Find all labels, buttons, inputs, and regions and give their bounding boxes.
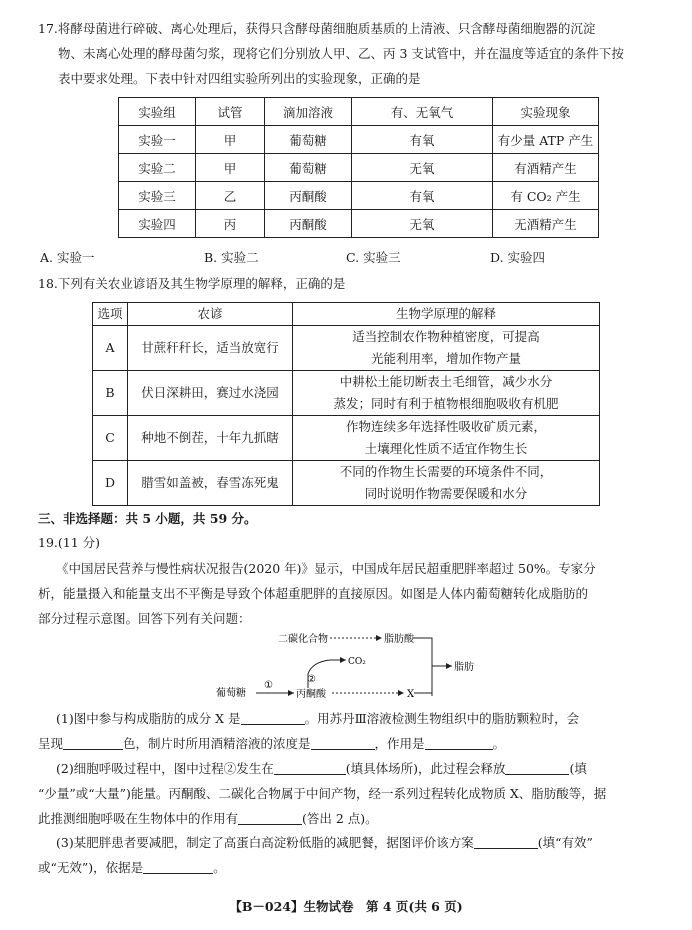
table-cell: 有少量 ATP 产生 <box>493 126 599 154</box>
table-cell: 伏日深耕田，赛过水浇园 <box>128 371 293 416</box>
q19-line <box>38 830 663 855</box>
table-cell: 丙酮酸 <box>265 210 352 238</box>
table-cell: 有氧 <box>352 182 493 210</box>
table-cell: 甲 <box>196 154 265 182</box>
q17-options <box>40 248 640 268</box>
q19-part-2 <box>38 756 663 831</box>
table-cell: 无酒精产生 <box>493 210 599 238</box>
explanation-line: 光能利用率，增加作物产量 <box>370 351 521 366</box>
text: 色，制片时所用酒精溶液的浓度是 <box>123 736 311 751</box>
table-cell: 有 CO₂ 产生 <box>493 182 599 210</box>
explanation-line: 不同的作物生长需要的环境条件不同， <box>339 464 553 479</box>
table-header: 有、无氧气 <box>352 98 493 126</box>
text: (填 <box>569 761 587 776</box>
table-header-row <box>119 98 599 126</box>
diagram-label-c2: 二碳化合物 <box>278 634 328 645</box>
explanation-line: 土壤理化性质不适宜作物生长 <box>364 441 528 456</box>
answer-blank[interactable] <box>474 834 538 849</box>
q19-line <box>38 706 663 731</box>
diagram-label-x: X <box>407 689 415 700</box>
q17-stem-line: 物、未离心处理的酵母菌匀浆，现将它们分别放人甲、乙、丙 3 支试管中，并在温度等适宜的条件下按 <box>58 46 624 61</box>
explanation-line: 同时说明作物需要保暖和水分 <box>364 486 528 501</box>
step-1-marker: ① <box>264 680 273 691</box>
table-header: 试管 <box>196 98 265 126</box>
text: 。 <box>492 736 506 751</box>
table-cell: 葡萄糖 <box>265 126 352 154</box>
option-a[interactable]: A. 实验一 <box>40 250 95 265</box>
table-cell <box>293 461 600 506</box>
text: (答出 2 点)。 <box>302 811 378 826</box>
answer-blank[interactable] <box>143 859 213 874</box>
table-cell: 腊雪如盖被，春雪冻死鬼 <box>128 461 293 506</box>
table-cell: D <box>93 461 128 506</box>
text: 呈现 <box>38 736 64 751</box>
diagram-label-fat: 脂肪 <box>454 662 474 673</box>
table-cell: 丙酮酸 <box>265 182 352 210</box>
answer-blank[interactable] <box>238 810 302 825</box>
table-cell: 无氧 <box>352 210 493 238</box>
step-2-marker: ② <box>307 674 316 685</box>
q17-table <box>118 97 599 238</box>
diagram-label-glucose: 葡萄糖 <box>216 688 246 699</box>
table-cell <box>293 326 600 371</box>
explanation-line: 作物连续多年选择性吸收矿质元素， <box>345 419 546 434</box>
q19-line: “少量”或“大量”)能量。丙酮酸、二碳化合物属于中间产物，经一系列过程转化成物质 X、脂肪酸等，据 <box>38 786 607 801</box>
table-cell: 甘蔗秆秆长，适当放宽行 <box>128 326 293 371</box>
table-row <box>93 416 600 461</box>
table-row <box>119 182 599 210</box>
table-cell: 甲 <box>196 126 265 154</box>
answer-blank[interactable] <box>241 710 305 725</box>
table-cell <box>293 416 600 461</box>
q19-part-1 <box>38 706 663 756</box>
table-cell: 乙 <box>196 182 265 210</box>
option-d[interactable]: D. 实验四 <box>490 250 546 265</box>
table-header: 实验现象 <box>493 98 599 126</box>
text: (1)图中参与构成脂肪的成分 X 是 <box>56 711 241 726</box>
q19-intro <box>38 556 663 631</box>
option-b[interactable]: B. 实验二 <box>204 250 259 265</box>
table-cell: 有氧 <box>352 126 493 154</box>
table-row <box>93 326 600 371</box>
table-row <box>119 154 599 182</box>
q17-stem-line: 17.将酵母菌进行碎破、离心处理后，获得只含酵母菌细胞质基质的上清液、只含酵母菌细胞器的沉淀 <box>38 21 596 36</box>
text: 此推测细胞呼吸在生物体中的作用有 <box>38 811 239 826</box>
text: (填“有效” <box>537 835 593 850</box>
answer-blank[interactable] <box>505 760 569 775</box>
table-header: 实验组 <box>119 98 196 126</box>
q19-intro-line: 《中国居民营养与慢性病状况报告(2020 年)》显示，中国成年居民超重肥胖率超过 50%。专家分 <box>56 561 596 576</box>
section-heading: 三、非选择题：共 5 小题，共 59 分。 <box>38 511 257 526</box>
diagram-label-co2: CO₂ <box>348 657 366 667</box>
table-cell: 种地不倒茬，十年九抓瞎 <box>128 416 293 461</box>
table-header: 生物学原理的解释 <box>293 303 600 326</box>
option-c[interactable]: C. 实验三 <box>346 250 401 265</box>
q19-header: 19.(11 分) <box>38 535 101 550</box>
answer-blank[interactable] <box>311 735 375 750</box>
q19-line <box>38 731 663 756</box>
q17-stem <box>38 16 663 91</box>
diagram-label-pyruvate: 丙酮酸 <box>296 689 326 700</box>
glucose-to-fat-diagram <box>208 628 508 708</box>
table-cell: 葡萄糖 <box>265 154 352 182</box>
table-cell: 实验四 <box>119 210 196 238</box>
text: (2)细胞呼吸过程中，图中过程②发生在 <box>56 761 274 776</box>
table-cell: 有酒精产生 <box>493 154 599 182</box>
table-header: 农谚 <box>128 303 293 326</box>
q18-table <box>92 302 600 506</box>
answer-blank[interactable] <box>425 735 493 750</box>
diagram-label-fatty-acid: 脂肪酸 <box>384 634 414 645</box>
table-cell: 无氧 <box>352 154 493 182</box>
table-header-row <box>93 303 600 326</box>
q19-part-3 <box>38 830 663 880</box>
table-cell: C <box>93 416 128 461</box>
text: 。用苏丹Ⅲ溶液检测生物组织中的脂肪颗粒时，会 <box>304 711 580 726</box>
q19-intro-line: 析，能量摄入和能量支出不平衡是导致个体超重肥胖的直接原因。如图是人体内葡萄糖转化成脂肪的 <box>38 586 589 601</box>
table-row <box>93 461 600 506</box>
table-row <box>119 126 599 154</box>
q19-line <box>38 855 663 880</box>
q18-stem: 18.下列有关农业谚语及其生物学原理的解释，正确的是 <box>38 276 346 291</box>
table-cell: B <box>93 371 128 416</box>
table-header: 选项 <box>93 303 128 326</box>
table-cell: 丙 <box>196 210 265 238</box>
bracket-line <box>413 638 432 696</box>
explanation-line: 蒸发；同时有利于植物根细胞吸收有机肥 <box>333 396 559 411</box>
text: (填具体场所)，此过程会释放 <box>345 761 506 776</box>
page-footer: 【B－024】生物试卷 第 4 页(共 6 页) <box>229 899 463 914</box>
text: (3)某肥胖患者要减肥，制定了高蛋白高淀粉低脂的减肥餐，据图评价该方案 <box>56 835 474 850</box>
explanation-line: 中耕松土能切断表土毛细管，减少水分 <box>339 374 553 389</box>
answer-blank[interactable] <box>274 760 346 775</box>
table-row <box>119 210 599 238</box>
table-row <box>93 371 600 416</box>
q19-intro-line: 部分过程示意图。回答下列有关问题： <box>38 611 251 626</box>
answer-blank[interactable] <box>63 735 123 750</box>
table-cell: 实验二 <box>119 154 196 182</box>
table-cell: A <box>93 326 128 371</box>
q19-line <box>38 756 663 781</box>
q19-line <box>38 806 663 831</box>
text: 或“无效”)，依据是 <box>38 860 144 875</box>
explanation-line: 适当控制农作物种植密度，可提高 <box>352 329 540 344</box>
table-cell <box>293 371 600 416</box>
text: ，作用是 <box>374 736 425 751</box>
table-cell: 实验一 <box>119 126 196 154</box>
table-cell: 实验三 <box>119 182 196 210</box>
table-header: 滴加溶液 <box>265 98 352 126</box>
q17-stem-line: 表中要求处理。下表中针对四组实验所列出的实验现象，正确的是 <box>58 71 421 86</box>
text: 。 <box>213 860 226 875</box>
